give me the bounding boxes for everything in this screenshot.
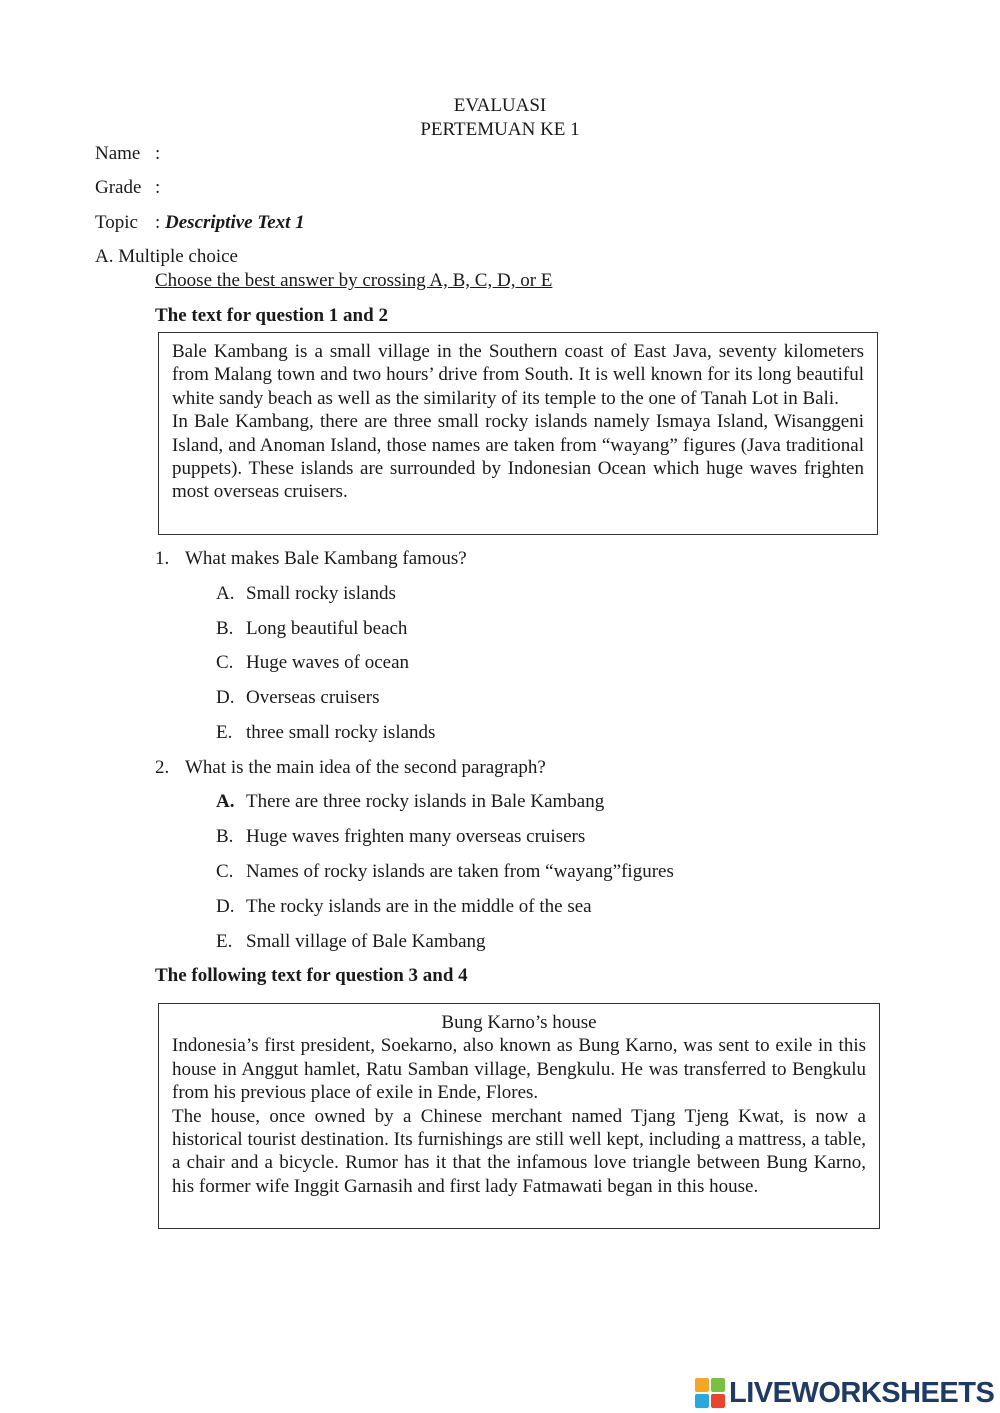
topic-label: Topic (95, 212, 138, 233)
q1-option-b-letter: B. (216, 618, 234, 639)
passage1-paragraph-1: Bale Kambang is a small village in the Southern coast of East Java, seventy kilometers from Malang town and two hours’ drive from South. It is well known for its long beautiful white sandy beach as well as the similarity of its temple to the one of Tanah Lot in Bali. (172, 341, 864, 409)
question-2-number: 2. (155, 757, 170, 778)
q1-option-a[interactable] (216, 583, 396, 605)
grade-field (95, 177, 160, 199)
name-field (95, 143, 160, 165)
topic-value: Descriptive Text 1 (165, 212, 305, 233)
topic-field (95, 212, 305, 234)
q2-option-a-letter: A. (216, 791, 235, 812)
q2-option-a-text: There are three rocky islands in Bale Kambang (246, 791, 605, 812)
question-2 (155, 757, 546, 779)
logo-square-3 (695, 1394, 709, 1408)
q1-option-e-text: three small rocky islands (246, 722, 436, 743)
q2-option-e[interactable] (216, 931, 486, 953)
passage2-paragraph-2: The house, once owned by a Chinese merchant named Tjang Tjeng Kwat, is now a historical tourist destination. Its furnishings are still well kept, including a mattress, a table, a chair and a bicycle. Rumor has it that the infamous love triangle between Bung Karno, his former wife Inggit Garnasih and first lady Fatmawati began in this house. (172, 1105, 866, 1197)
question-2-text: What is the main idea of the second paragraph? (185, 757, 546, 778)
q2-option-c[interactable] (216, 861, 674, 883)
passage1-heading: The text for question 1 and 2 (155, 305, 388, 326)
passage2-box (158, 1003, 880, 1229)
question-1-number: 1. (155, 548, 170, 569)
liveworksheets-logo (695, 1376, 994, 1410)
q1-option-c-letter: C. (216, 652, 234, 673)
q1-option-c[interactable] (216, 652, 409, 674)
q1-option-d-text: Overseas cruisers (246, 687, 380, 708)
page-subtitle: PERTEMUAN KE 1 (420, 119, 580, 140)
passage2-title: Bung Karno’s house (441, 1012, 597, 1033)
section-a-instruction: Choose the best answer by crossing A, B, C, D, or E (155, 270, 553, 291)
q2-option-d-text: The rocky islands are in the middle of the sea (246, 896, 592, 917)
q1-option-d[interactable] (216, 687, 379, 709)
grade-separator: : (155, 177, 161, 198)
topic-separator: : (155, 212, 161, 233)
q2-option-d-letter: D. (216, 896, 235, 917)
q1-option-b-text: Long beautiful beach (246, 618, 408, 639)
name-separator: : (155, 143, 161, 164)
q2-option-a[interactable] (216, 791, 604, 813)
liveworksheets-logo-text: LIVEWORKSHEETS (729, 1376, 995, 1409)
section-a-title: A. Multiple choice (95, 246, 238, 267)
page-title: EVALUASI (453, 95, 547, 116)
passage2-heading: The following text for question 3 and 4 (155, 965, 468, 986)
passage1-paragraph-2: In Bale Kambang, there are three small rocky islands namely Ismaya Island, Wisanggeni Island, and Anoman Island, those names are taken from “wayang” figures (Java traditional puppets). These islands are surrounded by Indonesian Ocean which huge waves frighten most overseas cruisers. (172, 411, 864, 503)
question-1-text: What makes Bale Kambang famous? (185, 548, 467, 569)
q1-option-d-letter: D. (216, 687, 235, 708)
q2-option-d[interactable] (216, 896, 592, 918)
q1-option-e[interactable] (216, 722, 435, 744)
q1-option-b[interactable] (216, 618, 407, 640)
logo-square-2 (711, 1378, 725, 1392)
q1-option-a-text: Small rocky islands (246, 583, 396, 604)
q2-option-e-text: Small village of Bale Kambang (246, 931, 486, 952)
q1-option-c-text: Huge waves of ocean (246, 652, 410, 673)
q1-option-a-letter: A. (216, 583, 235, 604)
logo-square-1 (695, 1378, 709, 1392)
q2-option-e-letter: E. (216, 931, 233, 952)
q1-option-e-letter: E. (216, 722, 233, 743)
q2-option-c-text: Names of rocky islands are taken from “wayang”figures (246, 861, 674, 882)
passage2-paragraph-1: Indonesia’s first president, Soekarno, also known as Bung Karno, was sent to exile in this house in Anggut hamlet, Ratu Samban village, Bengkulu. He was transferred to Bengkulu from his previous place of exile in Ende, Flores. (172, 1035, 866, 1104)
q2-option-c-letter: C. (216, 861, 234, 882)
grade-label: Grade (95, 177, 142, 198)
q2-option-b-text: Huge waves frighten many overseas cruisers (246, 826, 586, 847)
passage1-box (158, 332, 878, 535)
liveworksheets-logo-icon (695, 1378, 725, 1408)
name-label: Name (95, 143, 141, 164)
q2-option-b[interactable] (216, 826, 585, 848)
q2-option-b-letter: B. (216, 826, 234, 847)
logo-square-4 (711, 1394, 725, 1408)
question-1 (155, 548, 467, 570)
